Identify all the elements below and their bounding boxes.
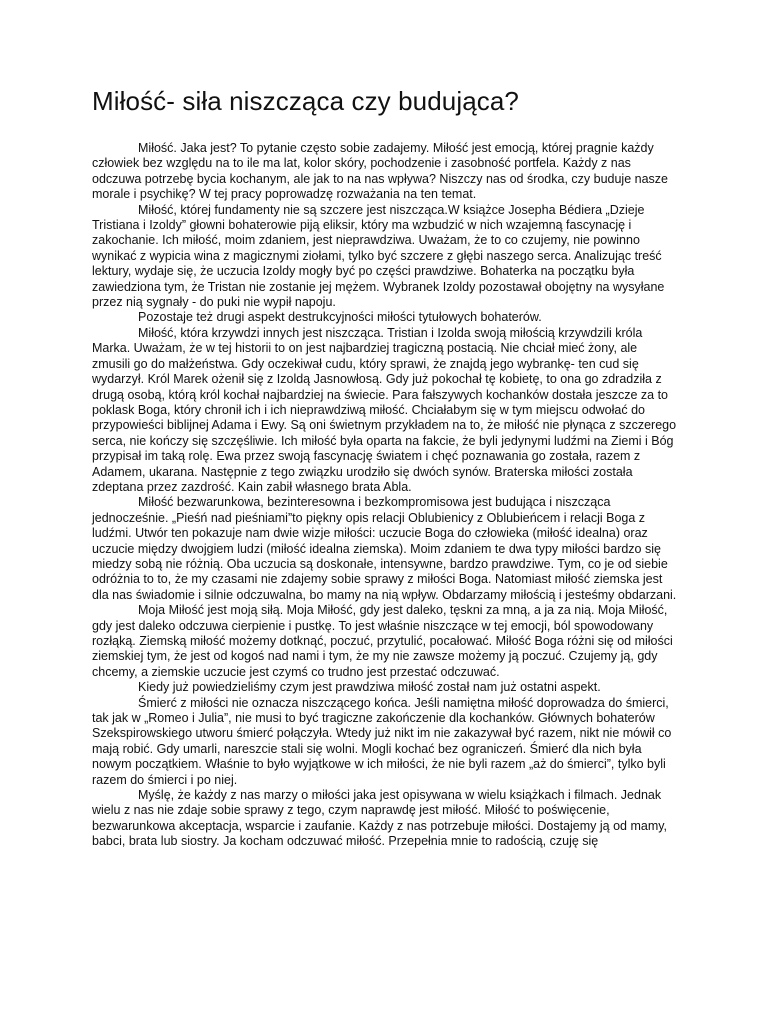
- paragraph-last-aspect: Kiedy już powiedzieliśmy czym jest prawdziwa miłość został nam już ostatni aspekt.: [138, 680, 601, 695]
- paragraph-song-of-songs: Miłość bezwarunkowa, bezinteresowna i bezkompromisowa jest budująca i niszcząca jednocześnie. „Pieśń nad pieśniami”to piękny opis relacji Oblubienicy z Oblubieńcem i relacji Boga z ludźmi. Utwór ten pokazuje nam dwie wizje miłości: uczucie Boga do człowieka (miłość idealna) oraz uczucie między dwojgiem ludzi (miłość idealna ziemska). Moim zdaniem te dwa typy miłości bardzo się miedzy sobą nie różnią. Oba uczucia są doskonałe, intensywne, bardzo prawdziwe. Tym, co je od siebie odróżnia to to, że my czasami nie zdajemy sobie sprawy z miłości Boga. Natomiast miłość ziemska jest dla nas świadomie i silnie odczuwalna, bo mamy na nią wpływ. Obdarzamy miłością i jesteśmy obdarzani.: [92, 495, 677, 602]
- paragraph-second-aspect: Pozostaje też drugi aspekt destrukcyjności miłości tytułowych bohaterów.: [138, 310, 542, 325]
- paragraph-my-love: Moja Miłość jest moją siłą. Moja Miłość, gdy jest daleko, tęskni za mną, a ja za nią. Moja Miłość, gdy jest daleko odczuwa cierpienie i pustkę. To jest właśnie niszczące w tej emocji, ból spowodowany rozłąką. Ziemską miłość możemy dotknąć, poczuć, przytulić, pocałować. Miłość Boga różni się od miłości ziemskiej tym, że jest od kogoś nad nami i tym, że my nie zawsze możemy ją poczuć. Czujemy ją, gdy chcemy, a ziemskie uczucie jest czymś co trudno jest przestać odczuwać.: [92, 603, 673, 679]
- paragraph-intro: Miłość. Jaka jest? To pytanie często sobie zadajemy. Miłość jest emocją, której pragnie każdy człowiek bez względu na to ile ma lat, kolor skóry, pochodzenie i zasobność portfela. Każdy z nas odczuwa potrzebę bycia kochanym, ale jak to na nas wpływa? Niszczy nas od środka, czy buduje nasze morale i psychikę? W tej pracy poprowadzę rozważania na ten temat.: [92, 141, 668, 202]
- paragraph-death-from-love: Śmierć z miłości nie oznacza niszczącego końca. Jeśli namiętna miłość doprowadza do śmierci, tak jak w „Romeo i Julia”, nie musi to być tragiczne zakończenie dla kochanków. Głównych bohaterów Szekspirowskiego utworu śmierć połączyła. Wtedy już nikt im nie zakazywał być razem, nikt nie mówił co mają robić. Gdy umarli, nareszcie stali się wolni. Mogli kochać bez ograniczeń. Śmierć dla nich była nowym początkiem. Właśnie to było wyjątkowe w ich miłości, że nie byli razem „aż do śmierci”, tylko byli razem do śmierci i po niej.: [92, 695, 672, 787]
- paragraph-tristan-elixir: Miłość, której fundamenty nie są szczere jest niszcząca.W książce Josepha Bédiera „Dzieje Tristiana i Izoldy” głowni bohaterowie piją eliksir, który ma wzbudzić w nich wzajemną fascynację i zakochanie. Ich miłość, moim zdaniem, jest nieprawdziwa. Uważam, że to co czujemy, nie powinno wynikać z wypicia wina z magicznymi ziołami, tylko być szczere z głębi naszego serca. Analizując treść lektury, wydaje się, że uczucia Izoldy mogły być po części prawdziwe. Bohaterka na początku była zawiedziona tym, że Tristan nie zostanie jej mężem. Wybranek Izoldy pozostawał obojętny na wysyłane przez nią sygnały - do puki nie wypił napoju.: [92, 202, 665, 310]
- document-title: Miłość- siła niszcząca czy budująca?: [92, 86, 519, 116]
- paragraph-conclusion: Myślę, że każdy z nas marzy o miłości jaka jest opisywana w wielu książkach i filmach. Jednak wielu z nas nie zdaje sobie sprawy z tego, czym naprawdę jest miłość. Miłość to poświęcenie, bezwarunkowa akceptacja, wsparcie i zaufanie. Każdy z nas potrzebuje miłości. Dostajemy ją od mamy, babci, brata lub siostry. Ja kocham odczuwać miłość. Przepełnia mnie to radością, czuję się: [92, 788, 668, 849]
- paragraph-king-mark: Miłość, która krzywdzi innych jest niszcząca. Tristian i Izolda swoją miłością krzywdzili króla Marka. Uważam, że w tej historii to on jest najbardziej tragiczną postacią. Nie chciał mieć żony, ale zmusili go do małżeństwa. Gdy oczekiwał cudu, który sprawi, że znajdą jego wybrankę- ten cud się wydarzył. Król Marek ożenił się z Izoldą Jasnowłosą. Gdy już pokochał tę kobietę, to ona go zdradziła z drugą osobą, którą król kochał najbardziej na świecie. Para fałszywych kochanków dostała jeszcze za to poklask Boga, który chronił ich i ich nieprawdziwą miłość. Chciałabym się w tym miejscu odwołać do przypowieści biblijnej Adama i Ewy. Są oni świetnym przykładem na to, że miłość nie płynąca z szczerego serca, nie kończy się szczęśliwie. Ich miłość była oparta na fakcie, że byli jedynymi ludźmi na Ziemi i Bóg przypisał im taką rolę. Ewa przez swoją fascynację światem i chęć poznawania go została, razem z Adamem, ukarana. Następnie z tego związku urodziło się dwóch synów. Braterska miłości została zdeptana przez zazdrość. Kain zabił własnego brata Abla.: [92, 325, 677, 494]
- document-body: [92, 141, 678, 850]
